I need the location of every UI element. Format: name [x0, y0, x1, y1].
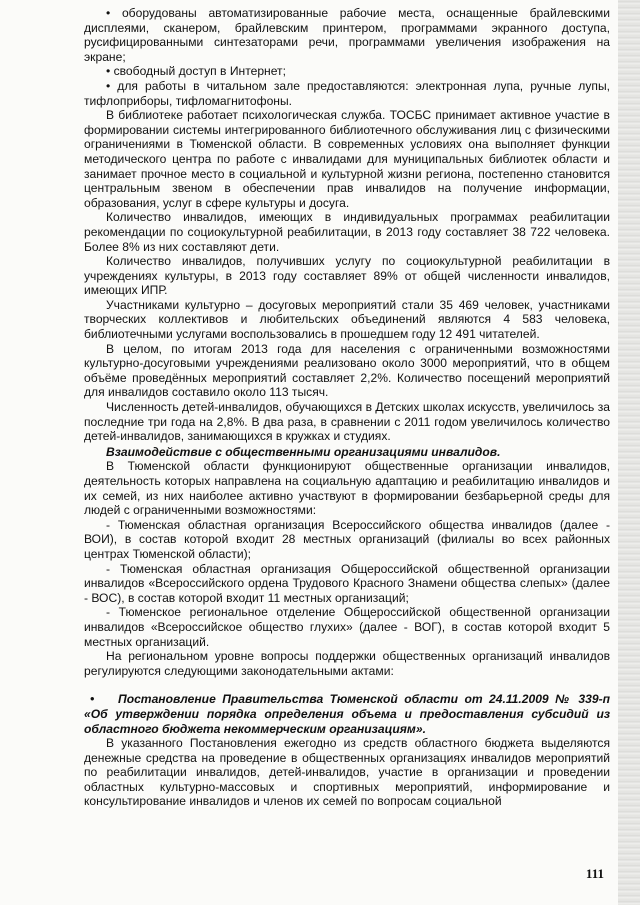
list-item-vos: - Тюменская областная организация Общероссийской общественной организации инвалидов «Всероссийского ордена Трудового Красного Знамени общества слепых» (далее - ВОС), в состав которой входит 11 местных организаций; [84, 561, 610, 605]
bullet-internet: • свободный доступ в Интернет; [106, 64, 286, 79]
paragraph-funding: В указанного Постановления ежегодно из средств областного бюджета выделяются денежные средства на проведение в общественных организациях инвалидов мероприятий по реабилитации инвалидов, детей-инвалидов, участие в организации и проведении областных культурно-массовых и спортивных мероприятий, информирование и консультирование инвалидов и членов их семей по вопросам социальной [84, 736, 610, 809]
bullet-workstations: • оборудованы автоматизированные рабочие места, оснащенные брайлевскими дисплеями, сканером, брайлевским принтером, программами экранного доступа, русифицированными синтезаторами речи, программами увеличения изображения на экране; [84, 6, 610, 64]
paragraph-participants: Участниками культурно – досуговых мероприятий стали 35 469 человек, участниками творческих коллективов и любительских объединений являются 4 583 человека, библиотечными услугами воспользовались в прошедшем году 12 491 читателей. [84, 297, 610, 342]
paragraph-service-count: Количество инвалидов, получивших услугу по социокультурной реабилитации в учреждениях культуры, в 2013 году составляет 89% от общей численности инвалидов, имеющих ИПР. [84, 254, 610, 298]
paragraph-events: В целом, по итогам 2013 года для населения с ограниченными возможностями культурно-досуговыми учреждениями реализовано около 3000 мероприятий, что в общем объёме проведённых мероприятий составляет 2,2%. Количество посещений мероприятий для инвалидов составило около 113 тысяч. [84, 341, 610, 400]
decree-item [84, 692, 610, 736]
page-content [84, 6, 610, 809]
paragraph-library: В библиотеке работает психологическая служба. ТОСБС принимает активное участие в формировании системы интегрированного библиотечного обслуживания лиц с физическими ограничениями в Тюменской области. В современных условиях она выполняет функции методического центра по работе с инвалидами для муниципальных библиотек области и занимает прочное место в социальной и культурной жизни региона, постепенно становится центральным звеном в обеспечении прав инвалидов на получение информации, образования, услуг в сфере культуры и досуга. [84, 108, 610, 210]
list-item-voi: - Тюменская областная организация Всероссийского общества инвалидов (далее - ВОИ), в состав которой входит 28 местных организаций (филиалы во всех районных центрах Тюменской области); [84, 517, 610, 561]
page-number: 111 [585, 866, 604, 881]
paragraph-children: Численность детей-инвалидов, обучающихся в Детских школах искусств, увеличилось за последние три года на 2,8%. В два раза, в сравнении с 2011 годом увеличилось количество детей-инвалидов, занимающихся в кружках и студиях. [84, 400, 610, 444]
paragraph-rehab-count: Количество инвалидов, имеющих в индивидуальных программах реабилитации рекомендации по социокультурной реабилитации, в 2013 году составляет 38 722 человека. Более 8% из них составляют дети. [84, 210, 610, 254]
decree-bullet: • [90, 692, 95, 707]
bullet-reading-room: • для работы в читальном зале предоставляются: электронная лупа, ручные лупы, тифлоприборы, тифломагнитофоны. [84, 78, 610, 108]
scan-edge [618, 0, 640, 905]
list-item-vog: - Тюменское региональное отделение Общероссийской общественной организации инвалидов «Всероссийское общество глухих» (далее - ВОГ), в состав которой входит 5 местных организаций. [84, 605, 610, 649]
decree-text: Постановление Правительства Тюменской области от 24.11.2009 № 339-п «Об утверждении порядка определения объема и предоставления субсидий из областного бюджета некоммерческим организациям». [84, 692, 610, 736]
section-heading: Взаимодействие с общественными организациями инвалидов. [106, 444, 501, 459]
paragraph-organizations: В Тюменской области функционируют общественные организации инвалидов, деятельность которых направлена на социальную адаптацию и реабилитацию инвалидов и их семей, из них наиболее активно участвуют в формировании безбарьерной среды для людей с ограниченными возможностями: [84, 459, 610, 518]
paragraph-regulation: На региональном уровне вопросы поддержки общественных организаций инвалидов регулируются следующими законодательными актами: [84, 649, 610, 678]
